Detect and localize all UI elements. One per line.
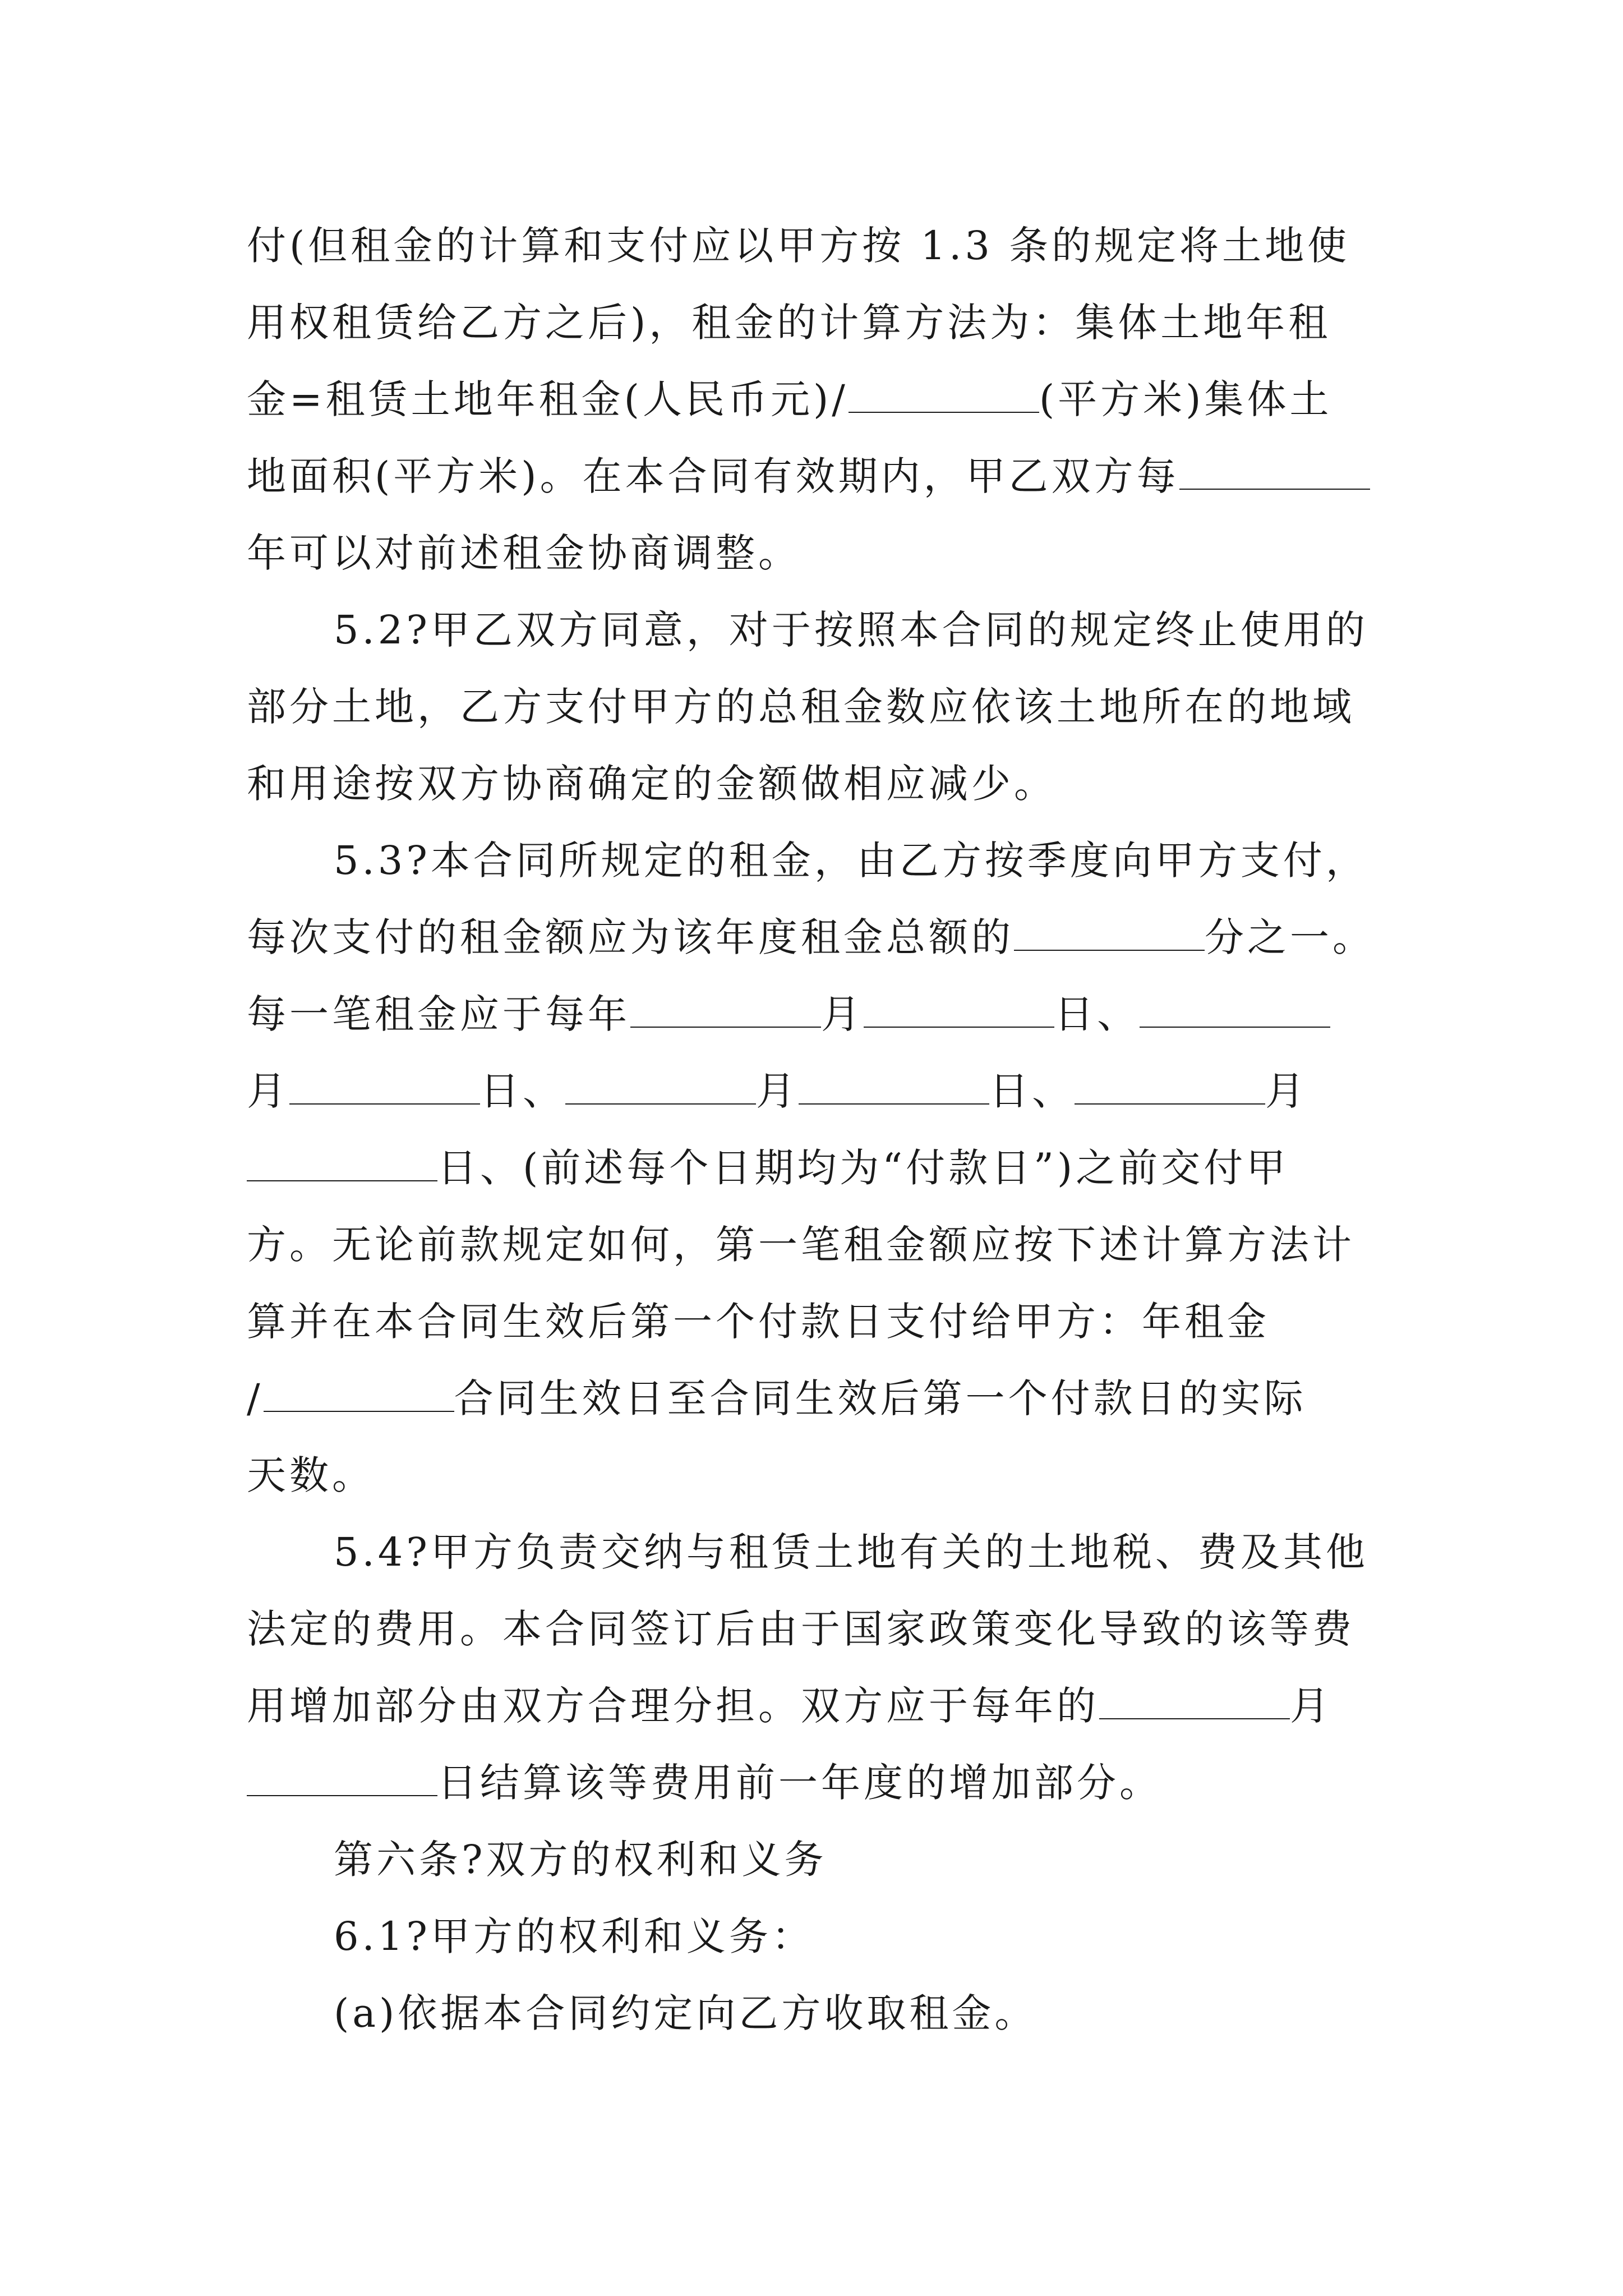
text-line: 金=租赁土地年租金(人民币元)/ (平方米)集体土	[247, 361, 1391, 438]
fill-in-blank	[864, 987, 1054, 1028]
fill-in-blank	[565, 1064, 756, 1105]
text-line: 日结算该等费用前一年度的增加部分。	[247, 1745, 1391, 1821]
text-line: 方。无论前款规定如何，第一笔租金额应按下述计算方法计	[247, 1222, 1355, 1268]
text-line: 部分土地，乙方支付甲方的总租金数应依该土地所在的地域	[247, 684, 1355, 730]
fill-in-blank	[1179, 449, 1370, 490]
text-line: 每次支付的租金额应为该年度租金总额的 分之一。	[247, 899, 1391, 976]
fill-in-blank	[1140, 987, 1330, 1028]
text-line: 年可以对前述租金协商调整。	[247, 530, 801, 576]
fill-in-blank	[799, 1064, 989, 1105]
list-item: (a)依据本合同约定向乙方收取租金。	[334, 1990, 1038, 2036]
fill-in-blank	[849, 372, 1039, 413]
paragraph-start-line: 5.4?甲方负责交纳与租赁土地有关的土地税、费及其他	[334, 1529, 1368, 1575]
text-line: 每一笔租金应于每年 月 日、	[247, 976, 1391, 1053]
text-line: 算并在本合同生效后第一个付款日支付给甲方：年租金	[247, 1299, 1270, 1345]
fill-in-blank	[247, 1141, 437, 1181]
fill-in-blank	[264, 1372, 454, 1412]
subsection-heading: 6.1?甲方的权利和义务：	[334, 1913, 814, 1959]
text-line: 用增加部分由双方合理分担。双方应于每年的 月	[247, 1668, 1391, 1745]
section-heading: 第六条?双方的权利和义务	[334, 1837, 827, 1883]
text-line: 和用途按双方协商确定的金额做相应减少。	[247, 761, 1057, 807]
text-line: 天数。	[247, 1452, 375, 1498]
document-body	[247, 208, 1391, 2052]
fill-in-blank	[1014, 910, 1205, 951]
paragraph-start-line: 5.3?本合同所规定的租金，由乙方按季度向甲方支付，	[334, 838, 1368, 884]
fill-in-blank	[247, 1756, 437, 1796]
fill-in-blank	[1075, 1064, 1265, 1105]
text-line: 法定的费用。本合同签订后由于国家政策变化导致的该等费	[247, 1606, 1355, 1652]
fill-in-blank	[1099, 1679, 1290, 1719]
fill-in-blank	[289, 1064, 480, 1105]
text-line: 用权租赁给乙方之后)，租金的计算方法为：集体土地年租	[247, 300, 1331, 346]
text-line: / 合同生效日至合同生效后第一个付款日的实际	[247, 1360, 1391, 1437]
paragraph-start-line: 5.2?甲乙双方同意，对于按照本合同的规定终止使用的	[334, 607, 1368, 653]
text-line: 付(但租金的计算和支付应以甲方按 1.3 条的规定将土地使	[247, 223, 1350, 269]
text-line: 月 日、 月 日、 月	[247, 1053, 1391, 1130]
text-line: 日、(前述每个日期均为“付款日”)之前交付甲	[247, 1130, 1391, 1207]
text-line: 地面积(平方米)。在本合同有效期内，甲乙双方每	[247, 438, 1391, 515]
fill-in-blank	[630, 987, 821, 1028]
